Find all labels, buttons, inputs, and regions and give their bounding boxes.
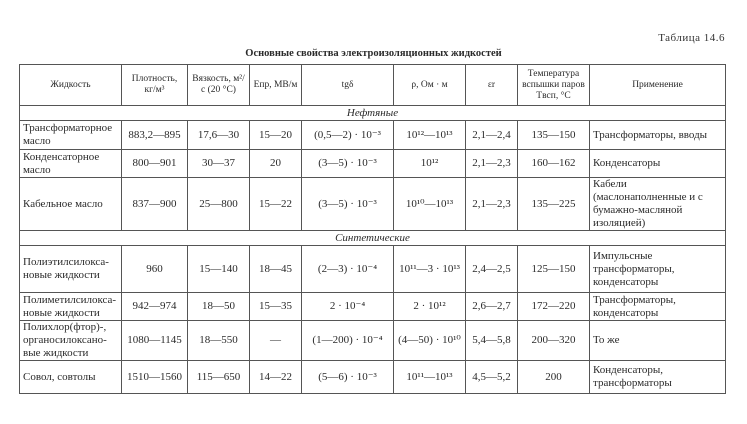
cell-application: Конденсаторы (590, 150, 726, 178)
cell-flash: 125—150 (518, 246, 590, 293)
header-tgd: tgδ (302, 65, 394, 106)
cell-rho: 10¹⁰—10¹³ (394, 178, 466, 231)
header-application: Применение (590, 65, 726, 106)
header-liquid: Жидкость (20, 65, 122, 106)
header-viscosity: Вязкость, м²/с (20 °С) (188, 65, 250, 106)
cell-tgd: 2 · 10⁻⁴ (302, 293, 394, 321)
cell-flash: 172—220 (518, 293, 590, 321)
cell-eps: 2,1—2,3 (466, 178, 518, 231)
cell-application: Импульсные трансформаторы, конденсаторы (590, 246, 726, 293)
cell-liquid: Конденсаторное масло (20, 150, 122, 178)
table-number: Таблица 14.6 (658, 32, 725, 44)
cell-density: 942—974 (122, 293, 188, 321)
cell-eps: 2,1—2,4 (466, 121, 518, 150)
cell-liquid: Полиэтилсилокса-новые жидкости (20, 246, 122, 293)
table-caption: Основные свойства электроизоляционных жидкостей (245, 48, 502, 59)
table-row (20, 361, 726, 394)
cell-eps: 4,5—5,2 (466, 361, 518, 394)
cell-rho: 10¹¹—10¹³ (394, 361, 466, 394)
cell-tgd: (3—5) · 10⁻³ (302, 150, 394, 178)
group-row-oil (20, 106, 726, 121)
group-label: Нефтяные (20, 106, 726, 121)
header-epr: Eпр, МВ/м (250, 65, 302, 106)
cell-density: 960 (122, 246, 188, 293)
table-row (20, 293, 726, 321)
cell-application: Трансформаторы, конденсаторы (590, 293, 726, 321)
cell-flash: 135—225 (518, 178, 590, 231)
cell-epr: — (250, 321, 302, 361)
table-row (20, 178, 726, 231)
table-row (20, 150, 726, 178)
cell-epr: 20 (250, 150, 302, 178)
header-rho: ρ, Ом · м (394, 65, 466, 106)
header-flash: Температура вспышки паров Tвсп, °С (518, 65, 590, 106)
cell-flash: 135—150 (518, 121, 590, 150)
cell-eps: 2,4—2,5 (466, 246, 518, 293)
cell-viscosity: 15—140 (188, 246, 250, 293)
header-eps: εr (466, 65, 518, 106)
group-row-synthetic (20, 231, 726, 246)
cell-rho: (4—50) · 10¹⁰ (394, 321, 466, 361)
cell-rho: 10¹¹—3 · 10¹³ (394, 246, 466, 293)
cell-application: Трансформаторы, вводы (590, 121, 726, 150)
cell-rho: 2 · 10¹² (394, 293, 466, 321)
cell-epr: 14—22 (250, 361, 302, 394)
cell-viscosity: 30—37 (188, 150, 250, 178)
cell-viscosity: 17,6—30 (188, 121, 250, 150)
cell-density: 1510—1560 (122, 361, 188, 394)
cell-liquid: Полихлор(фтор)-, органосилоксано-вые жидкости (20, 321, 122, 361)
cell-liquid: Полиметилсилокса-новые жидкости (20, 293, 122, 321)
cell-liquid: Трансформаторное масло (20, 121, 122, 150)
cell-flash: 160—162 (518, 150, 590, 178)
cell-tgd: (1—200) · 10⁻⁴ (302, 321, 394, 361)
cell-epr: 15—22 (250, 178, 302, 231)
cell-density: 837—900 (122, 178, 188, 231)
cell-viscosity: 18—550 (188, 321, 250, 361)
cell-viscosity: 25—800 (188, 178, 250, 231)
cell-viscosity: 115—650 (188, 361, 250, 394)
cell-tgd: (5—6) · 10⁻³ (302, 361, 394, 394)
cell-eps: 2,6—2,7 (466, 293, 518, 321)
cell-viscosity: 18—50 (188, 293, 250, 321)
properties-table (19, 64, 726, 394)
cell-liquid: Кабельное масло (20, 178, 122, 231)
cell-flash: 200 (518, 361, 590, 394)
table-row (20, 121, 726, 150)
cell-density: 883,2—895 (122, 121, 188, 150)
cell-application: Кабели (маслонаполненные и с бумажно-масляной изоляцией) (590, 178, 726, 231)
cell-eps: 2,1—2,3 (466, 150, 518, 178)
cell-eps: 5,4—5,8 (466, 321, 518, 361)
cell-epr: 15—20 (250, 121, 302, 150)
cell-tgd: (2—3) · 10⁻⁴ (302, 246, 394, 293)
cell-density: 1080—1145 (122, 321, 188, 361)
cell-application: Конденсаторы, трансформаторы (590, 361, 726, 394)
cell-density: 800—901 (122, 150, 188, 178)
table-header-row (20, 65, 726, 106)
cell-application: То же (590, 321, 726, 361)
cell-flash: 200—320 (518, 321, 590, 361)
cell-liquid: Совол, совтолы (20, 361, 122, 394)
header-density: Плотность, кг/м³ (122, 65, 188, 106)
group-label: Синтетические (20, 231, 726, 246)
cell-epr: 15—35 (250, 293, 302, 321)
table-row (20, 246, 726, 293)
cell-tgd: (3—5) · 10⁻³ (302, 178, 394, 231)
cell-rho: 10¹² (394, 150, 466, 178)
cell-epr: 18—45 (250, 246, 302, 293)
table-row (20, 321, 726, 361)
cell-tgd: (0,5—2) · 10⁻³ (302, 121, 394, 150)
cell-rho: 10¹²—10¹³ (394, 121, 466, 150)
